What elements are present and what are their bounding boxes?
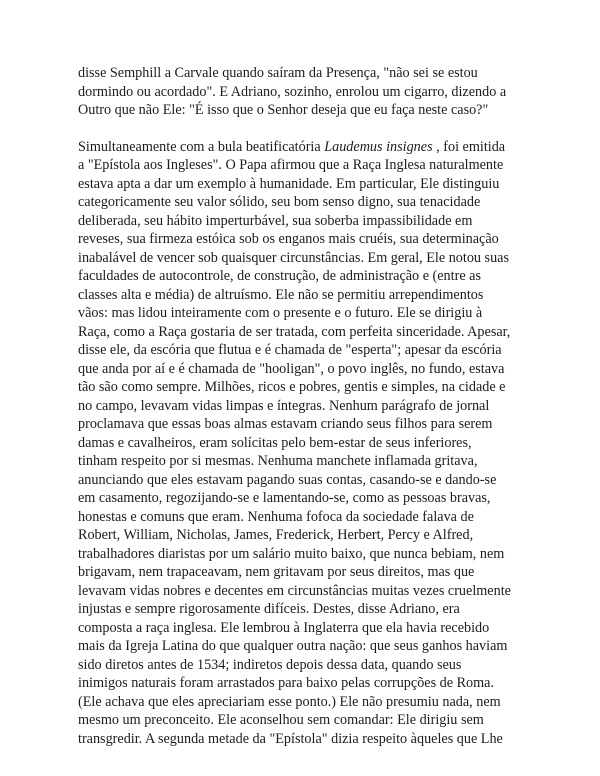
text-line: (Ele achava que eles apreciariam esse ponto.) Ele não presumiu nada, nem <box>78 693 501 710</box>
text-line: vãos: mas lidou inteiramente com o presente e o futuro. Ele se dirigiu à <box>78 305 483 321</box>
text-line: composta a raça inglesa. Ele lembrou à Inglaterra que ela havia recebido <box>78 619 490 636</box>
text-line: no campo, levavam vidas limpas e íntegras. Nenhum parágrafo de jornal <box>78 397 490 414</box>
text-line: disse ele, da escória que flutua e é chamada de "esperta"; apesar da escória <box>78 342 502 358</box>
text-line: reveses, sua firmeza estóica sob os enganos mais cruéis, sua determinação <box>78 231 499 247</box>
paragraph-1 <box>78 64 530 120</box>
text-line: damas e cavalheiros, eram solícitas pelo bem-estar de seus inferiores, <box>78 434 472 451</box>
text-line: levavam vidas nobres e decentes em circunstâncias muitas vezes cruelmente <box>78 582 511 599</box>
text-line: faculdades de autocontrole, de construção, de administração e (entre as <box>78 268 481 284</box>
text-line: classes alta e média) de altruísmo. Ele não se permitiu arrependimentos <box>78 286 484 303</box>
text-line: tinham respeito por si mesmas. Nenhuma manchete inflamada gritava, <box>78 453 478 469</box>
text-line: dormindo ou acordado". E Adriano, sozinho, enrolou um cigarro, dizendo a <box>78 83 507 100</box>
text-line: Robert, William, Nicholas, James, Frederick, Herbert, Percy e Alfred, <box>78 527 474 543</box>
text-line: inimigos naturais foram arrastados para baixo pelas corrupções de Roma. <box>78 675 495 691</box>
text-line: estava apta a dar um exemplo à humanidade. Em particular, Ele distinguiu <box>78 175 500 192</box>
text-line: deliberada, seu hábito imperturbável, sua soberba impassibilidade em <box>78 212 473 229</box>
text-line: honestas e comuns que eram. Nenhuma fofoca da sociedade falava de <box>78 508 474 525</box>
text-line: mesmo um preconceito. Ele aconselhou sem comandar: Ele dirigiu sem <box>78 712 484 728</box>
text-segment: Simultaneamente com a bula beatificatória <box>78 138 325 155</box>
document-page <box>78 64 530 748</box>
text-line: inabalável de vencer sob quaisquer circunstâncias. Em geral, Ele notou suas <box>78 249 509 266</box>
text-line: transgredir. A segunda metade da "Epístola" dizia respeito àqueles que Lhe <box>78 730 503 747</box>
text-line: mais da Igreja Latina do que qualquer outra nação: que seus ganhos haviam <box>78 638 508 654</box>
text-line: Outro que não Ele: "É isso que o Senhor deseja que eu faça neste caso?" <box>78 102 489 118</box>
text-line: que anda por aí e é chamada de "hooligan", o povo inglês, no fundo, estava <box>78 360 505 377</box>
paragraph-2 <box>78 138 530 749</box>
text-line: disse Semphill a Carvale quando saíram da Presença, "não sei se estou <box>78 65 478 81</box>
latin-title: Laudemus insignes <box>324 138 433 155</box>
text-line: brigavam, nem trapaceavam, nem gritavam por seus direitos, mas que <box>78 564 475 580</box>
text-line: anunciando que eles estavam pagando suas contas, casando-se e dando-se <box>78 471 497 488</box>
text-line: a "Epístola aos Ingleses". O Papa afirmou que a Raça Inglesa naturalmente <box>78 157 504 173</box>
text-line: em casamento, regozijando-se e lamentando-se, como as pessoas bravas, <box>78 490 491 506</box>
text-line <box>78 138 530 157</box>
text-segment: , foi emitida <box>432 138 506 155</box>
text-line: sido diretos antes de 1534; indiretos depois dessa data, quando seus <box>78 656 462 673</box>
text-line: proclamava que essas boas almas estavam criando seus filhos para serem <box>78 416 493 432</box>
text-line: categoricamente seu valor sólido, seu bom senso digno, sua tenacidade <box>78 194 481 210</box>
text-line: tão são como sempre. Milhões, ricos e pobres, gentis e simples, na cidade e <box>78 379 506 395</box>
text-line: injustas e sempre rigorosamente difíceis. Destes, disse Adriano, era <box>78 601 460 617</box>
text-line: Raça, como a Raça gostaria de ser tratada, com perfeita sinceridade. Apesar, <box>78 323 511 340</box>
text-line: trabalhadores diaristas por um salário muito baixo, que nunca bebiam, nem <box>78 545 505 562</box>
